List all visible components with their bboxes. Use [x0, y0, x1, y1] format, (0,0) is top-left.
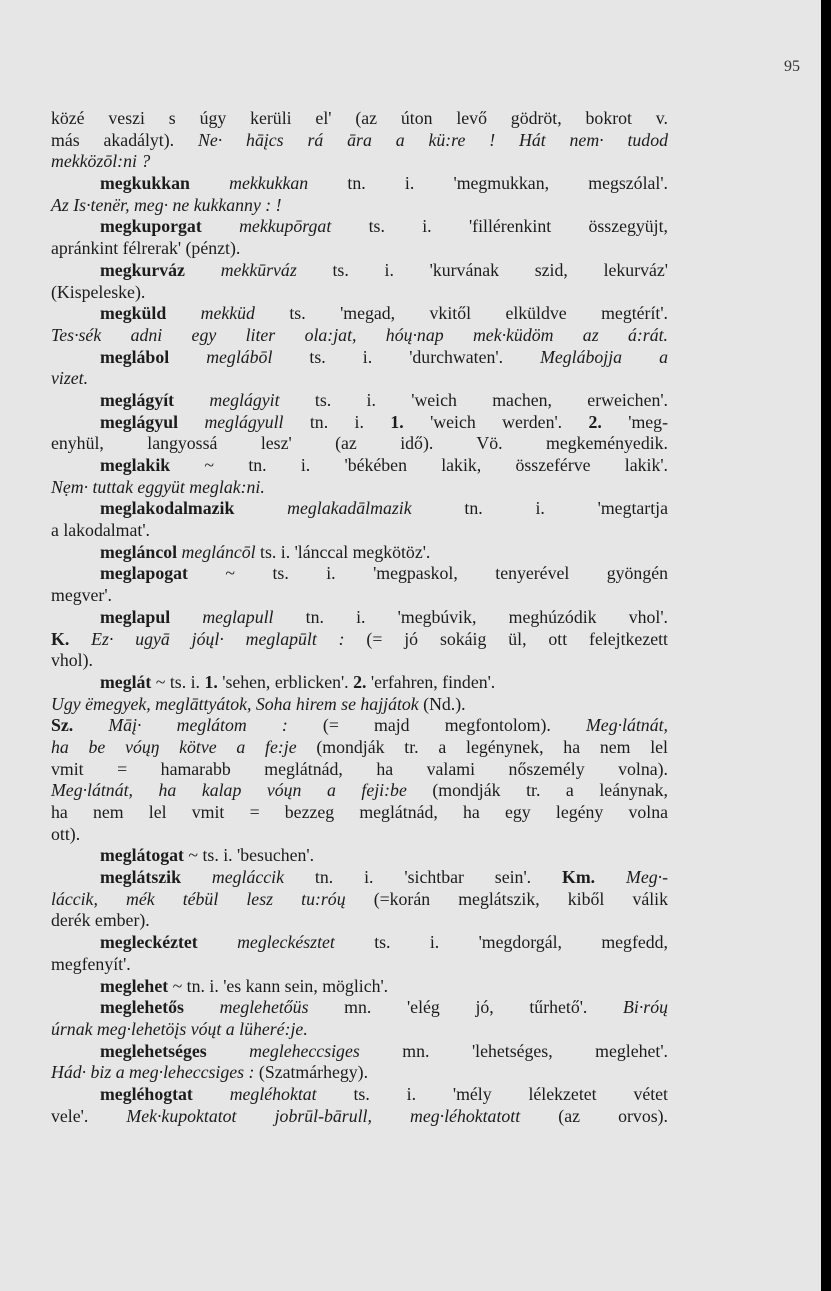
- dialect-form: mekküd: [200, 303, 255, 324]
- gloss-text: ~ tn. i. 'es kann sein, möglich'.: [168, 975, 389, 996]
- dialect-form: mekkukkan: [229, 173, 309, 194]
- text-line: [51, 173, 668, 195]
- gloss-text: mn. 'lehetséges, meglehet'.: [359, 1040, 668, 1061]
- text-line: [51, 216, 668, 238]
- gloss-text: [190, 173, 229, 193]
- gloss-text: ts. 'megad, vkitől elküldve megtérít'.: [254, 303, 668, 324]
- headword: 2.: [353, 671, 367, 692]
- headword: Sz.: [51, 715, 74, 736]
- text-line: [51, 780, 668, 802]
- dialect-form: meglakadālmazik: [287, 498, 412, 519]
- text-line: [51, 650, 668, 672]
- text-line: [51, 954, 668, 976]
- headword: meglehetséges: [100, 1040, 207, 1061]
- gloss-text: [198, 932, 237, 952]
- text-line: [51, 130, 668, 152]
- gloss-text: ~ ts. i. 'besuchen'.: [183, 845, 315, 866]
- gloss-text: a lakodalmat'.: [51, 520, 150, 541]
- headword: meglehetős: [100, 997, 184, 1018]
- gloss-text: [185, 260, 221, 280]
- headword: megleckéztet: [100, 932, 198, 953]
- page-edge: [821, 0, 831, 1291]
- text-line: [51, 195, 668, 217]
- gloss-text: ~ ts. i. 'megpaskol, tenyerével gyöngén: [187, 563, 668, 584]
- headword: megléhogtat: [100, 1083, 193, 1104]
- dialect-form: megléhoktat: [229, 1083, 317, 1104]
- dialect-form: meglapull: [202, 606, 274, 627]
- gloss-text: ott).: [51, 823, 81, 844]
- gloss-text: megfenyít'.: [51, 953, 131, 974]
- gloss-text: (=korán meglátszik, kiből válik: [345, 888, 668, 909]
- gloss-text: [169, 347, 206, 367]
- text-line: [51, 737, 668, 759]
- gloss-text: ~ tn. i. 'békében lakik, összeférve lakik'.: [170, 455, 668, 475]
- gloss-text: más akadályt).: [51, 129, 198, 150]
- gloss-text: [595, 867, 626, 887]
- gloss-text: tn. i. 'megmukkan, megszólal'.: [308, 173, 668, 194]
- gloss-text: (Kispeleske).: [51, 281, 146, 302]
- gloss-text: 'erfahren, finden'.: [366, 671, 496, 692]
- gloss-text: ts. i. 'megdorgál, megfedd,: [334, 932, 668, 953]
- gloss-text: [178, 412, 204, 432]
- dialect-form: Māį· meglátom :: [108, 715, 288, 736]
- gloss-text: [174, 390, 209, 410]
- headword: meglakodalmazik: [100, 498, 235, 519]
- dialect-form: meglábōl: [206, 346, 273, 367]
- headword: 1.: [204, 671, 218, 692]
- dialect-form: mekközōl:ni ?: [51, 151, 151, 172]
- dialect-form: mekkupōrgat: [239, 216, 332, 237]
- headword: megkurváz: [100, 259, 185, 280]
- gloss-text: enyhül, langyossá lesz' (az idő). Vö. megkeményedik.: [51, 433, 668, 454]
- dialect-form: meglágyit: [209, 389, 280, 410]
- dialect-form: úrnak meg·lehetöįs vóųt a lüheré:je.: [51, 1018, 308, 1039]
- gloss-text: [234, 498, 287, 518]
- dialect-form: Ne· hāįcs rá āra a kü:re ! Hát nem· tudod: [197, 129, 668, 150]
- dialect-form: megleheccsiges: [249, 1040, 360, 1061]
- dialect-form: Meg·látnát, ha kalap vóųn a feji:be: [51, 780, 407, 801]
- gloss-text: ha nem lel vmit = bezzeg meglátnád, ha egy legény volna: [51, 802, 668, 822]
- headword: meglapul: [100, 606, 171, 627]
- headword: 2.: [588, 411, 602, 432]
- gloss-text: [166, 303, 200, 323]
- text-line: [51, 498, 668, 520]
- gloss-text: [193, 1084, 230, 1104]
- gloss-text: (mondják tr. a legénynek, ha nem lel: [296, 736, 668, 757]
- text-line: [51, 412, 668, 434]
- gloss-text: [170, 607, 202, 627]
- text-line: [51, 976, 668, 998]
- dialect-form: meglehetőüs: [219, 997, 309, 1018]
- dialect-form: ha be vóųŋ kötve a fe:je: [51, 736, 297, 757]
- text-line: [51, 932, 668, 954]
- dialect-form: láccik, mék tébül lesz tu:róų: [51, 888, 346, 909]
- gloss-text: apránkint félrerak' (pénzt).: [51, 238, 241, 259]
- gloss-text: megver'.: [51, 585, 112, 606]
- text-line: [51, 238, 668, 260]
- text-line: [51, 390, 668, 412]
- dialect-form: mekkūrváz: [220, 259, 297, 280]
- dialect-form: Ez· ugyā jóųl· meglapūlt :: [91, 628, 345, 649]
- gloss-text: mn. 'elég jó, tűrhető'.: [308, 997, 624, 1018]
- headword: meglátszik: [100, 867, 181, 888]
- gloss-text: 'sehen, erblicken'.: [217, 671, 354, 692]
- text-line: [51, 455, 668, 477]
- text-line: [51, 303, 668, 325]
- text-line: [51, 715, 668, 737]
- text-line: [51, 1019, 668, 1041]
- text-line: [51, 108, 668, 130]
- text-line: [51, 520, 668, 542]
- gloss-text: tn. i.: [283, 411, 391, 432]
- text-line: [51, 260, 668, 282]
- text-line: [51, 368, 668, 390]
- gloss-text: ts. i. 'weich machen, erweichen'.: [279, 389, 668, 410]
- gloss-text: 'weich werden'.: [403, 411, 589, 432]
- headword: K.: [51, 628, 70, 649]
- text-line: [51, 1084, 668, 1106]
- gloss-text: (mondják tr. a leánynak,: [406, 780, 668, 801]
- dialect-form: megláncōl: [181, 541, 256, 562]
- text-line: [51, 997, 668, 1019]
- dialect-form: meglágyull: [204, 411, 284, 432]
- gloss-text: ts. i. 'mély lélekzetet vétet: [316, 1083, 668, 1104]
- gloss-text: ~ ts. i.: [151, 671, 205, 692]
- text-line: [51, 889, 668, 911]
- headword: meglakik: [100, 455, 171, 475]
- text-line: [51, 325, 668, 347]
- text-line: [51, 802, 668, 824]
- headword: megkuporgat: [100, 216, 202, 237]
- text-line: [51, 672, 668, 694]
- headword: megkukkan: [100, 173, 190, 194]
- gloss-text: (= majd megfontolom).: [287, 715, 586, 736]
- dialect-form: megleckésztet: [237, 932, 335, 953]
- gloss-text: (= jó sokáig ül, ott felejtkezett: [344, 628, 668, 649]
- gloss-text: [184, 997, 220, 1017]
- dialect-form: Bi·róų: [623, 997, 668, 1018]
- text-line: [51, 910, 668, 932]
- text-line: [51, 151, 668, 173]
- dialect-form: Ugy ëmegyek, meglāttyátok, Soha hirem se hajjátok: [51, 693, 419, 714]
- dialect-form: vizet.: [51, 368, 89, 389]
- text-line: [51, 282, 668, 304]
- headword: meglátogat: [100, 845, 184, 866]
- gloss-text: tn. i. 'megtartja: [411, 498, 668, 519]
- gloss-text: [181, 867, 212, 887]
- text-line: [51, 1062, 668, 1084]
- text-line: [51, 1041, 668, 1063]
- gloss-text: tn. i. 'megbúvik, meghúzódik vhol'.: [273, 606, 668, 627]
- text-line: [51, 824, 668, 846]
- text-line: [51, 629, 668, 651]
- gloss-text: (az orvos).: [520, 1105, 668, 1126]
- gloss-text: [69, 629, 91, 649]
- gloss-text: (Nd.).: [418, 693, 466, 714]
- dictionary-text-column: [51, 108, 668, 1127]
- text-line: [51, 867, 668, 889]
- headword: 1.: [390, 411, 404, 432]
- headword: meglágyít: [100, 389, 175, 410]
- text-line: [51, 1106, 668, 1128]
- text-line: [51, 542, 668, 564]
- headword: Km.: [562, 867, 596, 888]
- text-line: [51, 607, 668, 629]
- headword: meglapogat: [100, 563, 188, 584]
- text-line: [51, 585, 668, 607]
- headword: meglát: [100, 671, 152, 692]
- gloss-text: (Szatmárhegy).: [254, 1062, 369, 1083]
- headword: meglágyul: [100, 411, 179, 432]
- gloss-text: ts. i. 'kurvának szid, lekurváz': [296, 259, 668, 280]
- headword: meglehet: [100, 975, 169, 996]
- gloss-text: [73, 715, 108, 735]
- dialect-form: Nẹm· tuttak eggyüt meglak:ni.: [51, 476, 265, 497]
- gloss-text: ts. i. 'lánccal megkötöz'.: [255, 541, 431, 562]
- text-line: [51, 845, 668, 867]
- text-line: [51, 433, 668, 455]
- headword: megküld: [100, 303, 167, 324]
- gloss-text: közé veszi s úgy kerüli el' (az úton levő gödröt, bokrot v.: [51, 108, 668, 128]
- dialect-form: Meg·látnát,: [586, 715, 668, 736]
- dialect-form: Meg·-: [626, 867, 668, 888]
- gloss-text: vele'.: [51, 1105, 127, 1126]
- gloss-text: derék ember).: [51, 910, 150, 931]
- gloss-text: [207, 1041, 250, 1061]
- gloss-text: [202, 216, 239, 236]
- text-line: [51, 759, 668, 781]
- headword: meglábol: [100, 346, 170, 367]
- text-line: [51, 347, 668, 369]
- gloss-text: ts. i. 'fillérenkint összegyüjt,: [331, 216, 668, 237]
- dialect-form: Meglábojja a: [540, 346, 668, 367]
- gloss-text: tn. i. 'sichtbar sein'.: [284, 867, 563, 888]
- gloss-text: ts. i. 'durchwaten'.: [272, 346, 541, 367]
- text-line: [51, 563, 668, 585]
- dialect-form: Hád· biz a meg·leheccsiges :: [51, 1062, 255, 1083]
- text-line: [51, 477, 668, 499]
- gloss-text: 'meg-: [601, 411, 668, 432]
- gloss-text: vmit = hamarabb meglátnád, ha valami nőszemély volna).: [51, 758, 668, 779]
- gloss-text: vhol).: [51, 650, 93, 671]
- text-line: [51, 694, 668, 716]
- headword: megláncol: [100, 541, 178, 562]
- dialect-form: megláccik: [211, 867, 284, 888]
- dialect-form: Tes·sék adni egy liter ola:jat, hóų·nap mek·küdöm az á:rát.: [51, 324, 668, 345]
- dialect-form: Az Is·tenër, meg· ne kukkanny : !: [51, 194, 282, 215]
- dialect-form: Mek·kupoktatot jobrūl-bārull, meg·léhoktatott: [126, 1105, 521, 1126]
- page-number: 95: [784, 58, 800, 75]
